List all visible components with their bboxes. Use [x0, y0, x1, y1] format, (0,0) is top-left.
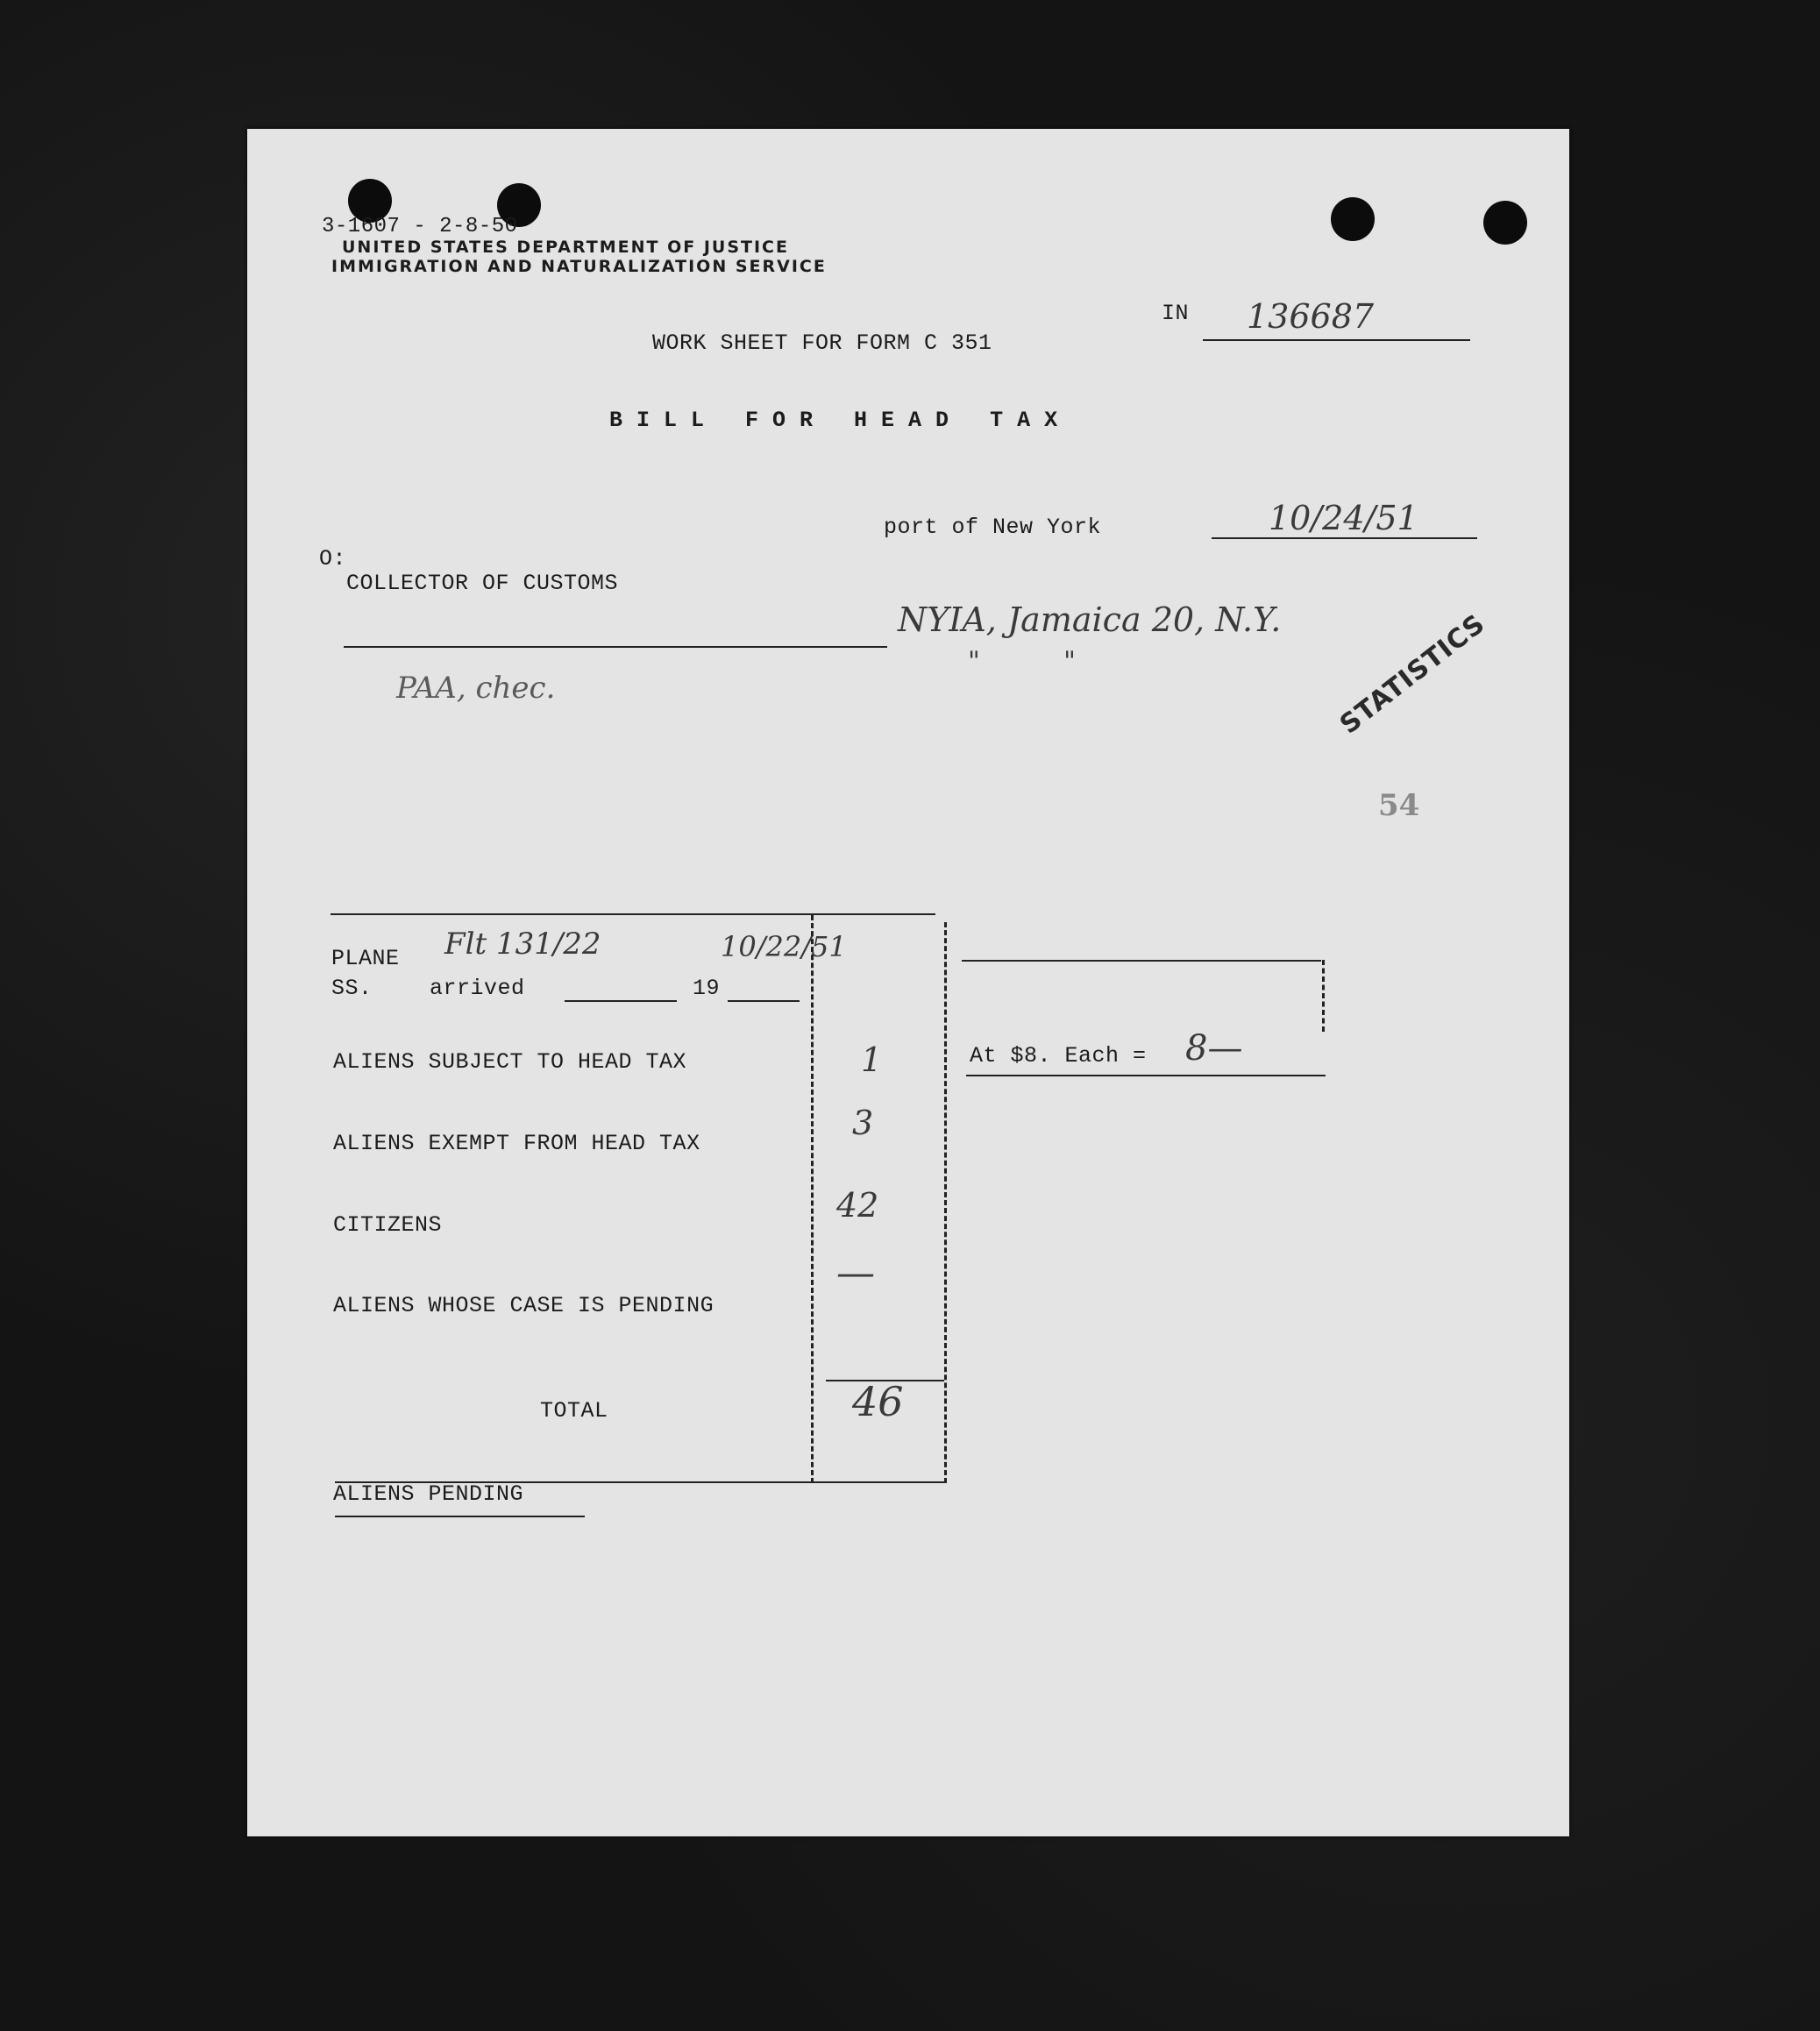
handwritten-note: PAA, chec. [396, 671, 556, 706]
plane-flight: Flt 131/22 [444, 927, 601, 962]
document-page [247, 129, 1569, 1836]
plane-date: 10/22/51 [721, 930, 847, 963]
aliens-pending-label: ALIENS PENDING [333, 1481, 524, 1507]
date-line [1212, 537, 1477, 539]
rate-label: At $8. Each = [970, 1043, 1147, 1069]
year-line [728, 1000, 800, 1002]
aliens-pending-line [335, 1516, 585, 1517]
form-code: 3-1607 - 2-8-50 [322, 215, 518, 238]
page-number: 54 [1378, 788, 1420, 823]
statistics-stamp: STATISTICS [1334, 608, 1491, 741]
rate-box-top [962, 960, 1321, 962]
in-number-line [1203, 339, 1470, 341]
row-value-exempt: 3 [852, 1104, 874, 1142]
row-label-exempt: ALIENS EXEMPT FROM HEAD TAX [333, 1131, 700, 1156]
rate-value: 8— [1185, 1028, 1243, 1069]
ditto-marks: " " [968, 646, 1076, 677]
port-date: 10/24/51 [1269, 499, 1418, 537]
row-value-citizens: 42 [836, 1186, 879, 1225]
year-label: 19 [693, 976, 721, 1001]
in-number: 136687 [1247, 297, 1375, 336]
collector-line [344, 646, 887, 648]
rate-box-bottom [966, 1075, 1326, 1076]
row-label-subject: ALIENS SUBJECT TO HEAD TAX [333, 1049, 687, 1075]
arrived-label: arrived [430, 976, 525, 1001]
row-label-pending: ALIENS WHOSE CASE IS PENDING [333, 1293, 714, 1318]
table-right-border [944, 922, 947, 1483]
punch-hole [1331, 197, 1375, 241]
arrived-line [565, 1000, 677, 1002]
table-top-line [331, 913, 935, 915]
bill-title: B I L L F O R H E A D T A X [609, 408, 1058, 433]
to-label: O: [319, 546, 347, 572]
in-label: IN [1162, 301, 1190, 326]
rate-box-right [1322, 960, 1325, 1032]
row-value-subject: 1 [861, 1040, 883, 1079]
collector-label: COLLECTOR OF CUSTOMS [346, 571, 619, 596]
worksheet-title: WORK SHEET FOR FORM C 351 [652, 330, 992, 356]
port-label: port of New York [884, 515, 1102, 540]
total-value: 46 [852, 1378, 904, 1425]
punch-hole [1483, 201, 1527, 245]
service-name: IMMIGRATION AND NATURALIZATION SERVICE [331, 257, 827, 276]
row-label-citizens: CITIZENS [333, 1212, 443, 1238]
total-label: TOTAL [540, 1398, 608, 1424]
plane-label: PLANE [331, 946, 400, 971]
department-name: UNITED STATES DEPARTMENT OF JUSTICE [342, 238, 789, 257]
row-value-pending: — [836, 1251, 875, 1296]
ss-label: SS. [331, 976, 373, 1001]
collector-location: NYIA, Jamaica 20, N.Y. [898, 600, 1282, 639]
table-divider [811, 915, 814, 1483]
